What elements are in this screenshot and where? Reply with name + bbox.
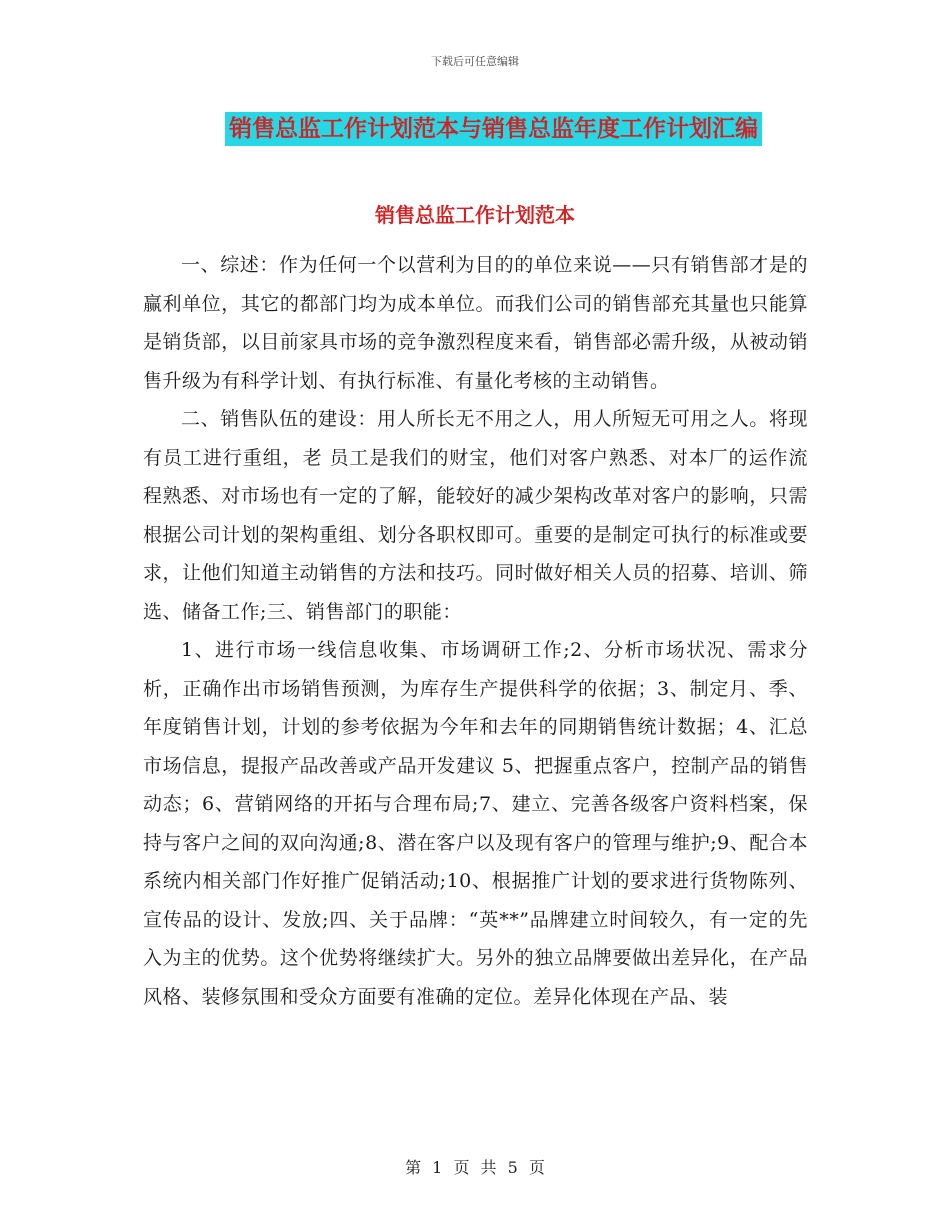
section-title: 销售总监工作计划范本	[375, 203, 575, 227]
paragraph-overview: 一、综述：作为任何一个以营利为目的的单位来说——只有销售部才是的赢利单位，其它的都部门均为成本单位。而我们公司的销售部充其量也只能算是销货部，以目前家具市场的竞争激烈程度来看，销售部必需升级，从被动销售升级为有科学计划、有执行标准、有量化考核的主动销售。	[143, 254, 808, 392]
paragraph-sales-team: 二、销售队伍的建设：用人所长无不用之人，用人所短无可用之人。将现有员工进行重组，老 员工是我们的财宝，他们对客户熟悉、对本厂的运作流程熟悉、对市场也有一定的了解，能较好的减少架构改革对客户的影响，只需根据公司计划的架构重组、划分各职权即可。重要的是制定可执行的标准或要求，让他们知道主动销售的方法和技巧。同时做好相关人员的招募、培训、筛选、储备工作;三、销售部门的职能：	[143, 408, 808, 623]
document-main-title: 销售总监工作计划范本与销售总监年度工作计划汇编	[225, 112, 762, 146]
main-title-container	[0, 112, 950, 146]
document-body	[143, 246, 808, 1016]
page-header-note: 下载后可任意编辑	[431, 55, 519, 68]
paragraph-duties: 1、进行市场一线信息收集、市场调研工作;2、分析市场状况、需求分析，正确作出市场销售预测，为库存生产提供科学的依据；3、制定月、季、年度销售计划，计划的参考依据为今年和去年的同期销售统计数据；4、汇总市场信息，提报产品改善或产品开发建议 5、把握重点客户，控制产品的销售动态；6、营销网络的开拓与合理布局;7、建立、完善各级客户资料档案，保持与客户之间的双向沟通;8、潜在客户以及现有客户的管理与维护;9、配合本系统内相关部门作好推广促销活动;10、根据推广计划的要求进行货物陈列、宣传品的设计、发放;四、关于品牌：“英**”品牌建立时间较久，有一定的先入为主的优势。这个优势将继续扩大。另外的独立品牌要做出差异化，在产品风格、装修氛围和受众方面要有准确的定位。差异化体现在产品、装	[143, 639, 808, 1008]
page-number-footer: 第 1 页 共 5 页	[405, 1158, 545, 1177]
